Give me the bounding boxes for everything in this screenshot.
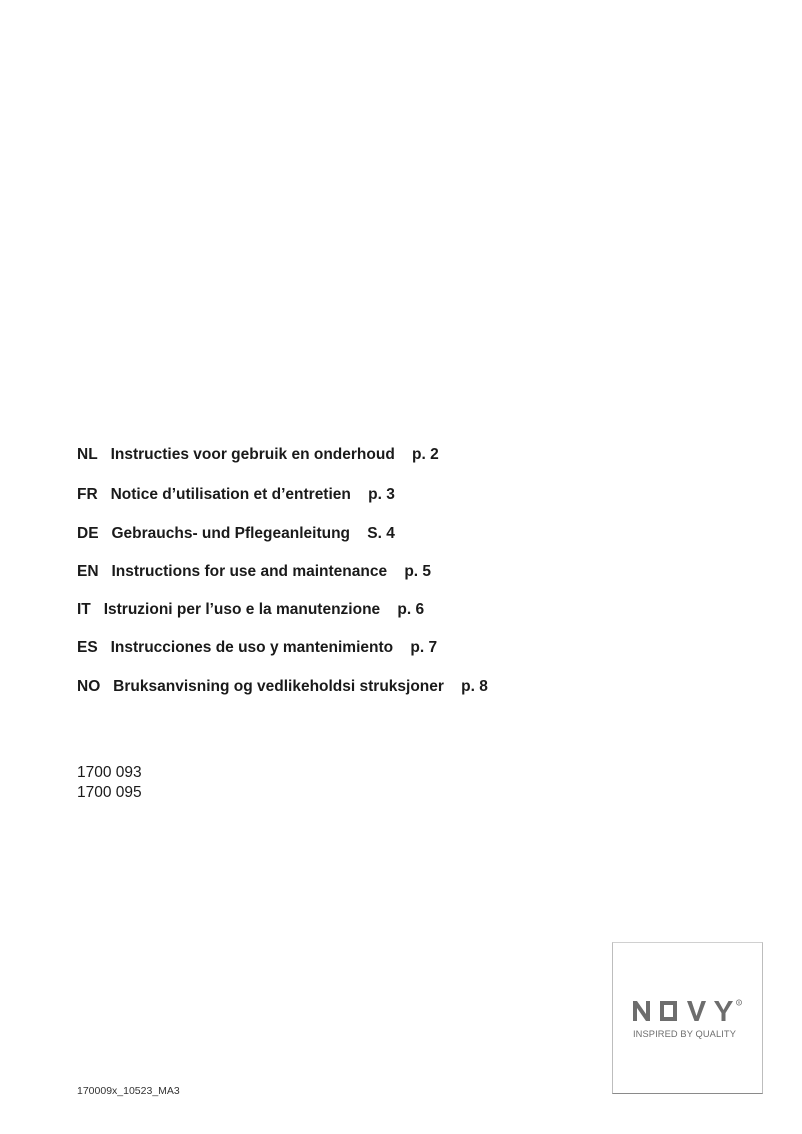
toc-entry-de[interactable] (77, 523, 395, 545)
svg-text:R: R (737, 1001, 741, 1005)
section-title: Instructies voor gebruik en onderhoud (110, 446, 395, 463)
page-reference: p. 7 (410, 639, 438, 656)
toc-entry-en[interactable] (77, 561, 431, 583)
page-reference: p. 5 (404, 563, 432, 580)
section-title: Instructions for use and maintenance (111, 563, 388, 580)
language-code: NL (77, 446, 98, 463)
toc-entry-it[interactable] (77, 599, 424, 621)
model-numbers (77, 763, 142, 803)
section-title: Bruksanvisning og vedlikeholdsi struksjoner (113, 678, 444, 695)
language-code: NO (77, 678, 101, 695)
model-number: 1700 093 (77, 764, 142, 781)
language-code: ES (77, 639, 98, 656)
page-reference: p. 8 (461, 678, 488, 695)
page-reference: p. 3 (368, 486, 395, 503)
toc-entry-fr[interactable] (77, 484, 395, 506)
toc-entry-no[interactable] (77, 676, 488, 698)
language-code: EN (77, 563, 99, 580)
model-number: 1700 095 (77, 784, 142, 801)
language-code: FR (77, 486, 98, 503)
section-title: Instrucciones de uso y mantenimiento (110, 639, 394, 656)
toc-entry-es[interactable] (77, 637, 437, 659)
page-reference: S. 4 (367, 525, 395, 542)
novy-logo-icon (633, 999, 745, 1030)
section-title: Gebrauchs- und Pflegeanleitung (111, 525, 351, 542)
section-title: Istruzioni per l’uso e la manutenzione (103, 601, 381, 618)
language-code: DE (77, 525, 99, 542)
page-reference: p. 2 (412, 446, 439, 463)
toc-entry-nl[interactable] (77, 444, 439, 466)
brand-tagline: INSPIRED BY QUALITY (633, 1029, 736, 1039)
section-title: Notice d’utilisation et d’entretien (110, 486, 351, 503)
brand-logo-box (612, 942, 763, 1094)
page-reference: p. 6 (397, 601, 425, 618)
document-reference: 170009x_10523_MA3 (77, 1085, 180, 1097)
language-code: IT (77, 601, 91, 618)
